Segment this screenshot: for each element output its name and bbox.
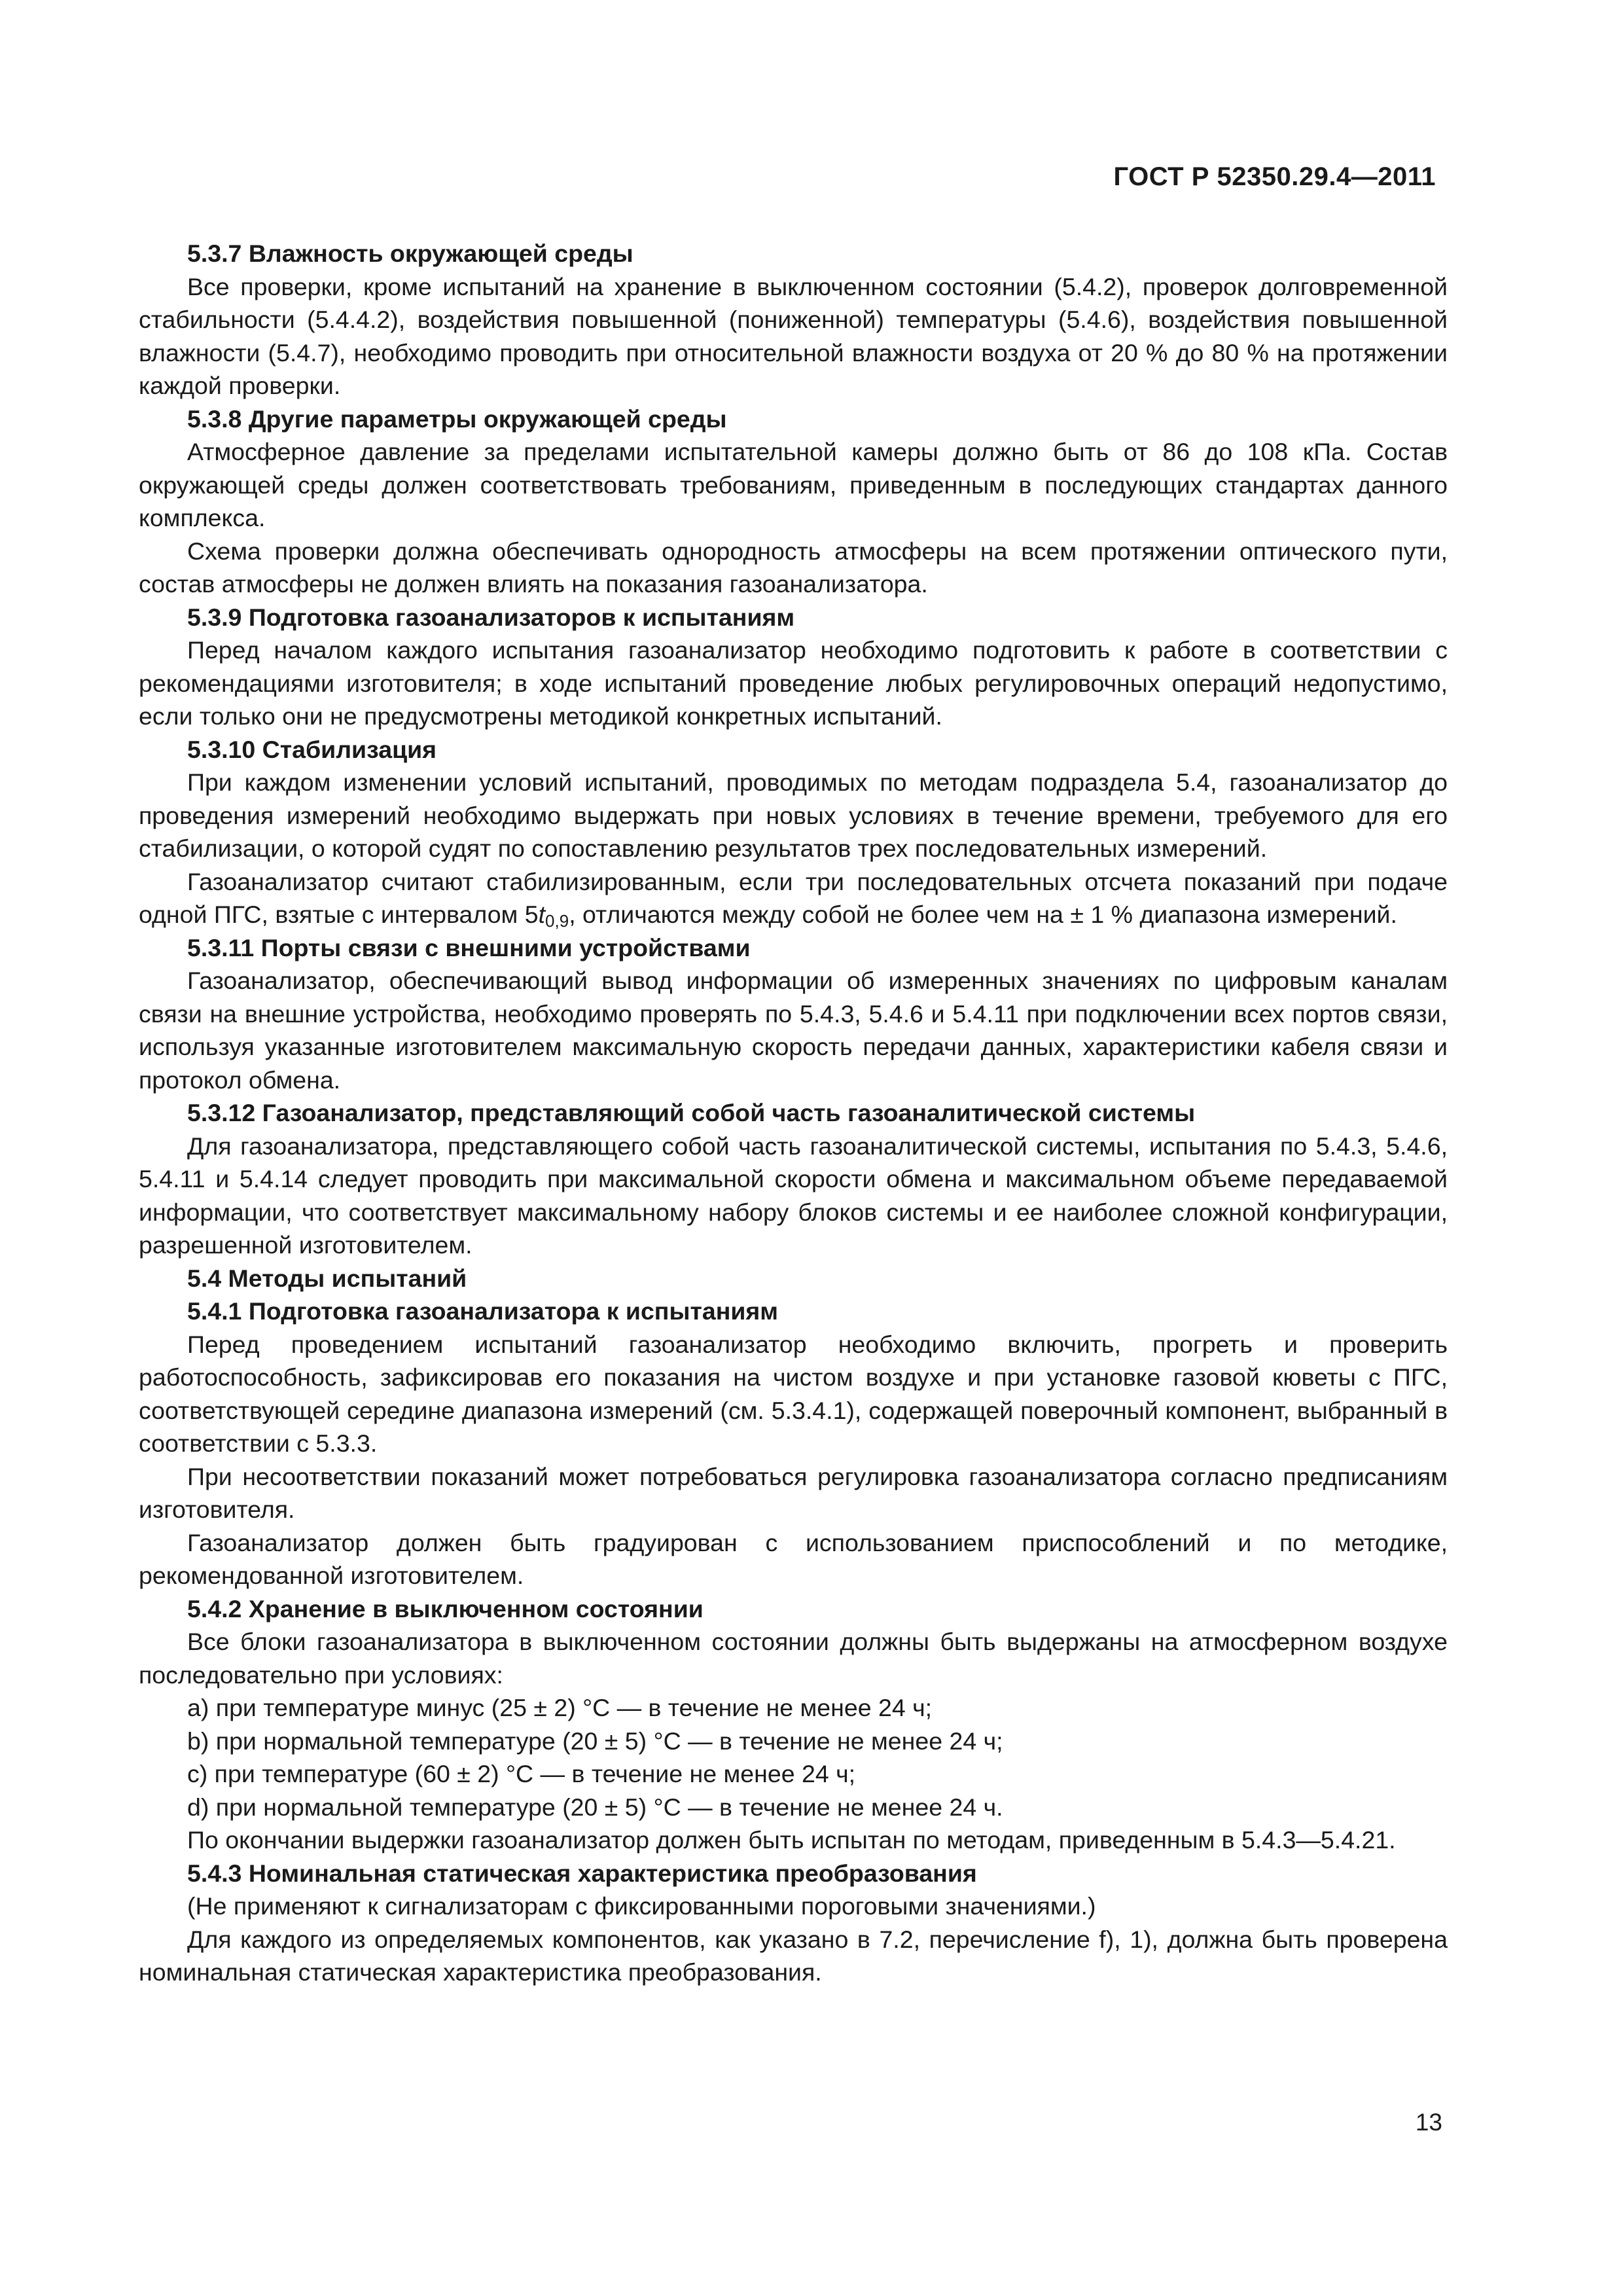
text-run: , отличаются между собой не более чем на ± 1 % диапазона измерений. — [569, 901, 1397, 928]
paragraph: Атмосферное давление за пределами испытательной камеры должно быть от 86 до 108 кПа. Состав окружающей среды должен соответствовать требованиям, приведенным в последующих стандартах данного комплекса. — [139, 438, 1448, 531]
paragraph: При каждом изменении условий испытаний, проводимых по методам подраздела 5.4, газоанализатор до проведения измерений необходимо выдержать при новых условиях в течение времени, требуемого для его стабилизации, о которой судят по сопоставлению результатов трех последовательных измерений. — [139, 768, 1448, 862]
paragraph: Все блоки газоанализатора в выключенном состоянии должны быть выдержаны на атмосферном воздухе последовательно при условиях: — [139, 1628, 1448, 1689]
text-run: Газоанализатор считают стабилизированным, если три последовательных отсчета показаний при подаче одной ПГС, взятые с интервалом 5 — [139, 867, 1448, 928]
paragraph: Для каждого из определяемых компонентов, как указано в 7.2, перечисление f), 1), должна быть проверена номинальная статическая характеристика преобразования. — [139, 1925, 1448, 1986]
list-item: d) при нормальной температуре (20 ± 5) °C — в течение не менее 24 ч. — [187, 1793, 1003, 1821]
document-body — [139, 237, 1448, 1989]
paragraph-stabilization-criterion — [139, 865, 1448, 931]
paragraph: По окончании выдержки газоанализатор должен быть испытан по методам, приведенным в 5.4.3—5.4.21. — [187, 1826, 1396, 1854]
section-heading-5-3-7: 5.3.7 Влажность окружающей среды — [187, 240, 633, 267]
section-heading-5-4-3: 5.4.3 Номинальная статическая характеристика преобразования — [187, 1859, 977, 1887]
section-heading-5-4-1: 5.4.1 Подготовка газоанализатора к испытаниям — [187, 1297, 779, 1325]
page-number: 13 — [1415, 2109, 1442, 2136]
list-item: b) при нормальной температуре (20 ± 5) °C — в течение не менее 24 ч; — [187, 1727, 1003, 1755]
section-heading-5-3-12: 5.3.12 Газоанализатор, представляющий собой часть газоаналитической системы — [187, 1099, 1196, 1126]
paragraph: (Не применяют к сигнализаторам с фиксированными пороговыми значениями.) — [187, 1892, 1096, 1920]
section-heading-5-3-11: 5.3.11 Порты связи с внешними устройствами — [187, 933, 751, 961]
paragraph: Перед проведением испытаний газоанализатор необходимо включить, прогреть и проверить работоспособность, зафиксировав его показания на чистом воздухе и при установке газовой кюветы с ПГС, соответствующей середине диапазона измерений (см. 5.3.4.1), содержащей поверочный компонент, выбранный в соответствии с 5.3.3. — [139, 1330, 1448, 1457]
section-heading-5-3-8: 5.3.8 Другие параметры окружающей среды — [187, 404, 727, 433]
paragraph: Все проверки, кроме испытаний на хранение в выключенном состоянии (5.4.2), проверок долговременной стабильности (5.4.4.2), воздействия повышенной (пониженной) температуры (5.4.6), воздействия повышенной влажности (5.4.7), необходимо проводить при относительной влажности воздуха от 20 % до 80 % на протяжении каждой проверки. — [139, 272, 1448, 399]
time-subscript: 0,9 — [545, 911, 569, 931]
paragraph: Схема проверки должна обеспечивать однородность атмосферы на всем протяжении оптического пути, состав атмосферы не должен влиять на показания газоанализатора. — [139, 537, 1448, 598]
paragraph: Газоанализатор, обеспечивающий вывод информации об измеренных значениях по цифровым каналам связи на внешние устройства, необходимо проверять по 5.4.3, 5.4.6 и 5.4.11 при подключении всех портов связи, используя указанные изготовителем максимальную скорость передачи данных, характеристики кабеля связи и протокол обмена. — [139, 967, 1448, 1094]
paragraph: Для газоанализатора, представляющего собой часть газоаналитической системы, испытания по 5.4.3, 5.4.6, 5.4.11 и 5.4.14 следует проводить при максимальной скорости обмена и максимальном объеме передаваемой информации, что соответствует максимальному набору блоков системы и ее наиболее сложной конфигурации, разрешенной изготовителем. — [139, 1132, 1448, 1259]
section-heading-5-3-9: 5.3.9 Подготовка газоанализаторов к испытаниям — [187, 603, 795, 631]
time-symbol: t — [538, 901, 546, 928]
paragraph: Перед началом каждого испытания газоанализатор необходимо подготовить к работе в соответствии с рекомендациями изготовителя; в ходе испытаний проведение любых регулировочных операций недопустимо, если только они не предусмотрены методикой конкретных испытаний. — [139, 636, 1448, 730]
section-heading-5-4: 5.4 Методы испытаний — [187, 1264, 467, 1292]
list-item: c) при температуре (60 ± 2) °C — в течение не менее 24 ч; — [187, 1760, 856, 1787]
paragraph: При несоответствии показаний может потребоваться регулировка газоанализатора согласно предписаниям изготовителя. — [139, 1462, 1448, 1523]
section-heading-5-4-2: 5.4.2 Хранение в выключенном состоянии — [187, 1594, 704, 1623]
list-item: a) при температуре минус (25 ± 2) °C — в течение не менее 24 ч; — [187, 1694, 933, 1721]
paragraph: Газоанализатор должен быть градуирован с использованием приспособлений и по методике, рекомендованной изготовителем. — [139, 1528, 1448, 1589]
section-heading-5-3-10: 5.3.10 Стабилизация — [187, 735, 437, 763]
document-designation: ГОСТ Р 52350.29.4—2011 — [1113, 162, 1436, 191]
